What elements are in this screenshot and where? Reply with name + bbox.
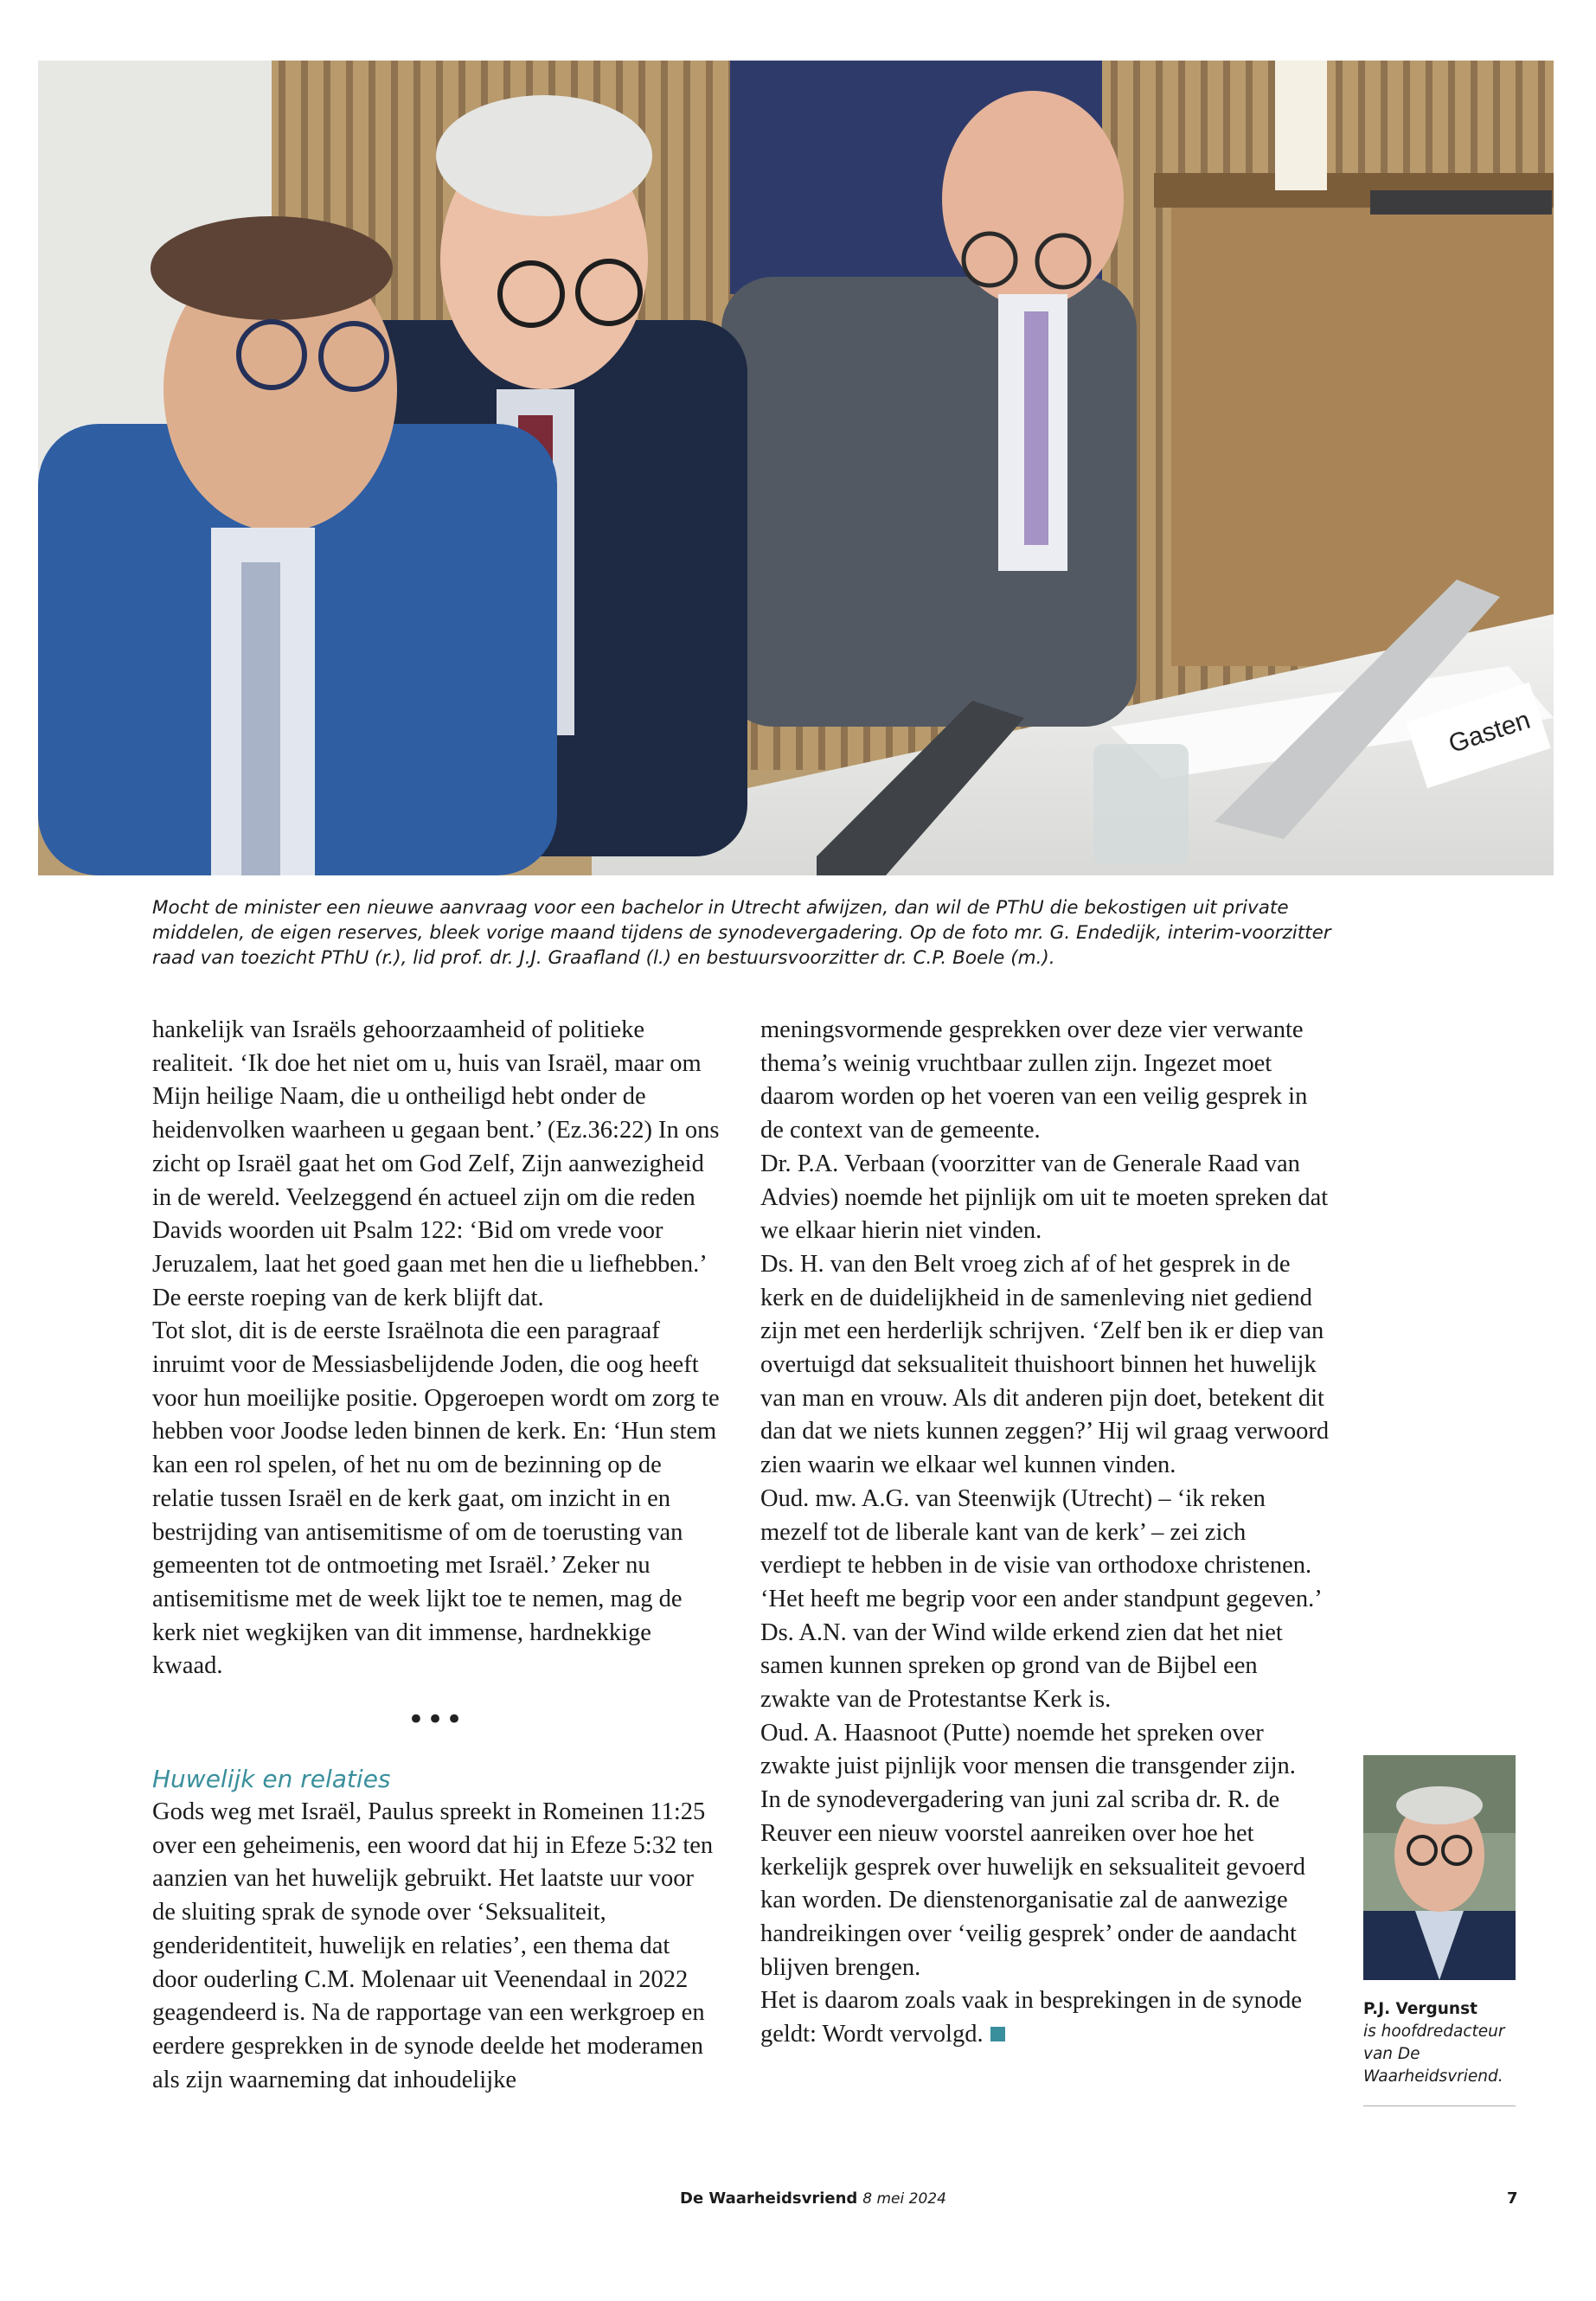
footer-publication [680, 2189, 946, 2208]
end-mark-icon [990, 2027, 1005, 2041]
publication-name: De Waarheidsvriend [680, 2189, 858, 2208]
paragraph: Oud. A. Haasnoot (Putte) noemde het spreken over zwakte juist pijnlijk voor mensen die transgender zijn. [760, 1719, 1296, 1780]
publication-date: 8 mei 2024 [862, 2190, 946, 2208]
paragraph: meningsvormende gesprekken over deze vier verwante thema’s weinig vruchtbaar zullen zijn. Ingezet moet daarom worden op het voeren van een veilig gesprek in de context van de gemeente. [760, 1016, 1308, 1144]
paragraph: Ds. H. van den Belt vroeg zich af of het gesprek in de kerk en de duidelijkheid in de samenleving niet gediend zijn met een herderlijk schrijven. ‘Zelf ben ik er diep van overtuigd dat seksualiteit thuishoort binnen het huwelijk van man en vrouw. Als dit anderen pijn doet, betekent dit dan dat we niets kunnen zeggen?’ Hij wil graag verwoord zien waarin we elkaar wel kunnen vinden. [760, 1250, 1330, 1479]
paragraph: hankelijk van Israëls gehoorzaamheid of politieke realiteit. ‘Ik doe het niet om u, huis van Israël, maar om Mijn heilige Naam, die u ontheiligd hebt onder de heidenvolken waarheen u gegaan bent.’ (Ez.36:22) In ons zicht op Israël gaat het om God Zelf, Zijn aanwezigheid in de wereld. Veelzeggend én actueel zijn om die reden Davids woorden uit Psalm 122: ‘Bid om vrede voor Jeruzalem, laat het goed gaan met hen die u liefhebben.’ De eerste roeping van de kerk blijft dat. [152, 1016, 720, 1311]
article-photo [38, 61, 1554, 875]
section-heading: Huwelijk en relaties [152, 1765, 391, 1794]
paragraph: Oud. mw. A.G. van Steenwijk (Utrecht) – ‘ik reken mezelf tot de liberale kant van de kerk’ – zei zich verdiept te hebben in de visie van orthodoxe christenen. ‘Het heeft me begrip voor een ander standpunt gegeven.’ [760, 1484, 1323, 1612]
name-card-text: Gasten [1445, 705, 1534, 759]
author-byline [1363, 1998, 1519, 2088]
final-paragraph [760, 1984, 1331, 2051]
page-number: 7 [1507, 2189, 1518, 2208]
paragraph: Gods weg met Israël, Paulus spreekt in Romeinen 11:25 over een geheimenis, een woord dat hij in Efeze 5:32 ten aanzien van het huwelijk gebruikt. Het laatste uur voor de sluiting sprak de synode over ‘Seksualiteit, genderidentiteit, huwelijk en relaties’, een thema dat door ouderling C.M. Molenaar uit Veenendaal in 2022 geagendeerd is. Na de rapportage van een werkgroep en eerdere gesprekken in de synode deelde het moderamen als zijn waarneming dat inhoudelijke [152, 1798, 714, 2093]
section-separator: ••• [407, 1702, 465, 1738]
paragraph: Tot slot, dit is de eerste Israëlnota die een paragraaf inruimt voor de Messiasbelijdende Joden, die oog heeft voor hun moeilijke positie. Opgeroepen wordt om zorg te hebben voor Joodse leden binnen de kerk. En: ‘Hun stem kan een rol spelen, of het nu om de bezinning op de relatie tussen Israël en de kerk gaat, om inzicht in en bestrijding van antisemitisme of om de toerusting van gemeenten tot de ontmoeting met Israël.’ Zeker nu antisemitisme met de week lijkt toe te nemen, mag de kerk niet wegkijken van dit immense, hardnekkige kwaad. [152, 1317, 720, 1680]
meeting-photo-icon [38, 61, 1554, 875]
final-paragraph-text: Het is daarom zoals vaak in besprekingen in de synode geldt: Wordt vervolgd. [760, 1987, 1303, 2048]
photo-caption: Mocht de minister een nieuwe aanvraag voor een bachelor in Utrecht afwijzen, dan wil de PThU die bekostigen uit private middelen, de eigen reserves, bleek vorige maand tijdens de synodevergadering. Op de foto mr. G. Endedijk, interim-voorzitter raad van toezicht PThU (r.), lid prof. dr. J.J. Graafland (l.) en bestuursvoorzitter dr. C.P. Boele (m.). [152, 897, 1331, 969]
author-portrait-icon [1363, 1755, 1516, 1980]
paragraph: Ds. A.N. van der Wind wilde erkend zien dat het niet samen kunnen spreken op grond van de Bijbel een zwakte van de Protestantse Kerk is. [760, 1618, 1283, 1714]
author-role: is hoofdredacteur van De Waarheidsvriend. [1363, 2022, 1505, 2086]
author-name: P.J. Vergunst [1363, 2000, 1477, 2018]
paragraph: Dr. P.A. Verbaan (voorzitter van de Generale Raad van Advies) noemde het pijnlijk om uit te moeten spreken dat we elkaar hierin niet vinden. [760, 1150, 1329, 1245]
author-photo [1363, 1755, 1516, 1980]
article-column-left [152, 1014, 720, 2097]
article-column-right [760, 1014, 1331, 2052]
paragraph: In de synodevergadering van juni zal scriba dr. R. de Reuver een nieuw voorstel aanreiken over hoe het kerkelijk gesprek over huwelijk en seksualiteit gevoerd kan worden. De dienstenorganisatie zal de aanwezige handreikingen over ‘veilig gesprek’ onder de aandacht blijven brengen. [760, 1786, 1305, 1981]
